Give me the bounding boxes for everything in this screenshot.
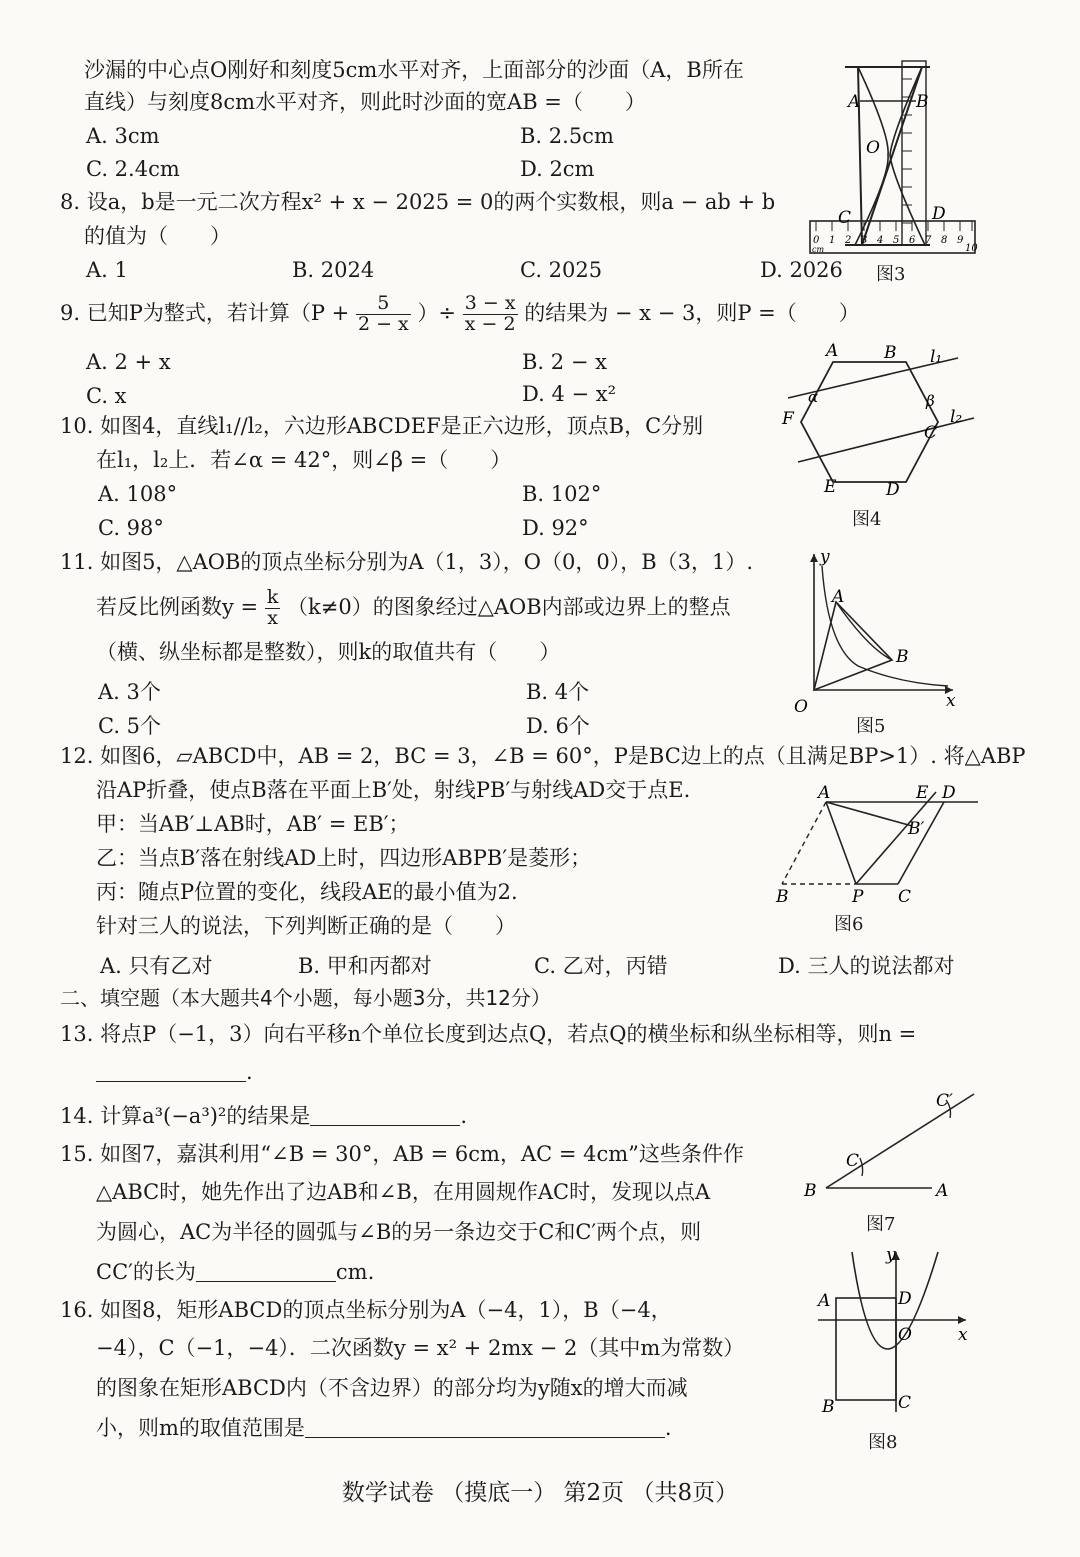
fig7-a: A — [936, 1181, 949, 1198]
fig5-y: y — [820, 548, 830, 567]
figure-7-construction — [798, 1088, 983, 1198]
fig8-d: D — [898, 1289, 912, 1309]
figure-7-caption: 图7 — [866, 1214, 896, 1235]
ruler-tick-8: 8 — [941, 235, 948, 246]
q8-line1: 8. 设a，b是一元二次方程x² + x − 2025 = 0的两个实数根，则a − ab + b — [60, 190, 776, 214]
q12-option-b: B. 甲和丙都对 — [298, 954, 432, 978]
q11-frac-num: k — [266, 586, 279, 608]
ruler-tick-9: 9 — [957, 235, 964, 246]
q10-line2: 在l₁，l₂上．若∠α = 42°，则∠β =（ ） — [96, 448, 512, 472]
q12-line2: 沿AP折叠，使点B落在平面上B′处，射线PB′与射线AD交于点E. — [96, 778, 691, 802]
q8-option-b: B. 2024 — [292, 258, 375, 282]
q16-line4-pre: 小，则m的取值范围是 — [96, 1416, 305, 1440]
fig8-x: x — [958, 1325, 968, 1345]
fig6-e: E — [916, 783, 929, 803]
q16-line4 — [96, 1416, 672, 1441]
fig4-label-e: E — [824, 477, 837, 497]
ruler-tick-1: 1 — [829, 235, 836, 246]
q15-line1: 15. 如图7，嘉淇利用“∠B = 30°，AB = 6cm，AC = 4cm”这些条件作 — [60, 1142, 744, 1166]
fig4-label-f: F — [782, 409, 794, 429]
ruler-tick-4: 4 — [877, 235, 884, 246]
page-footer: 数学试卷 （摸底一） 第2页 （共8页） — [341, 1480, 739, 1506]
q9-stem — [60, 294, 860, 335]
q9-mid: ）÷ — [417, 300, 457, 325]
q11-fraction — [265, 588, 281, 629]
q7-line2: 直线）与刻度8cm水平对齐，则此时沙面的宽AB =（ ） — [84, 90, 646, 114]
q14-end: . — [460, 1104, 468, 1128]
q14-text: 14. 计算a³(−a³)²的结果是 — [60, 1104, 311, 1128]
q11-option-a: A. 3个 — [98, 680, 161, 704]
q11-line2-pre: 若反比例函数y = — [96, 594, 259, 619]
figure-8-caption: 图8 — [868, 1432, 898, 1453]
ruler-tick-7: 7 — [925, 235, 932, 246]
fig6-a: A — [818, 783, 831, 803]
q13-answer — [96, 1060, 253, 1085]
q10-line1: 10. 如图4，直线l₁//l₂，六边形ABCDEF是正六边形，顶点B，C分别 — [60, 414, 704, 438]
q10-option-b: B. 102° — [522, 482, 602, 506]
figure-3-hourglass — [800, 55, 985, 260]
q11-line3: （横、纵坐标都是整数），则k的取值共有（ ） — [96, 640, 561, 664]
ruler-tick-2: 2 — [845, 235, 852, 246]
q8-option-a: A. 1 — [86, 258, 128, 282]
fig4-l1: l₁ — [930, 347, 943, 367]
q7-line1: 沙漏的中心点O刚好和刻度5cm水平对齐，上面部分的沙面（A，B所在 — [84, 58, 744, 82]
q11-option-d: D. 6个 — [526, 714, 590, 738]
q15-blank[interactable] — [196, 1260, 336, 1282]
q9-frac2-num: 3 − x — [464, 292, 516, 314]
figure-3-caption: 图3 — [876, 264, 906, 285]
q12-option-d: D. 三人的说法都对 — [778, 954, 955, 978]
fig7-cprime: C′ — [936, 1091, 953, 1111]
fig8-b: B — [822, 1397, 835, 1416]
figure-5-coordinate — [788, 548, 963, 718]
fig6-bprime: B′ — [908, 819, 925, 839]
fig8-c: C — [898, 1393, 912, 1413]
q7-option-c: C. 2.4cm — [86, 157, 180, 181]
q9-frac1-num: 5 — [356, 294, 411, 315]
q9-option-c: C. x — [86, 384, 127, 408]
figure-6-parallelogram — [768, 782, 983, 907]
q9-frac1-den: 2 − x — [357, 312, 409, 335]
fig5-x: x — [946, 691, 956, 711]
q7-option-d: D. 2cm — [520, 157, 595, 181]
q11-line2 — [96, 588, 731, 629]
fig4-alpha: α — [808, 388, 819, 406]
q9-pre: 9. 已知P为整式，若计算（P + — [60, 300, 350, 325]
fig4-label-c: C — [924, 423, 938, 443]
ruler-tick-10: 10 — [965, 243, 978, 254]
q9-option-a: A. 2 + x — [86, 350, 171, 374]
section-2-title: 二、填空题（本大题共4个小题，每小题3分，共12分） — [60, 986, 551, 1010]
fig4-beta: β — [926, 392, 935, 410]
q10-option-a: A. 108° — [98, 482, 178, 506]
fig8-a: A — [818, 1291, 831, 1311]
q11-option-c: C. 5个 — [98, 714, 162, 738]
q8-option-c: C. 2025 — [520, 258, 603, 282]
figure-8-parabola — [810, 1246, 980, 1416]
fig5-a: A — [832, 587, 845, 607]
fig3-label-o: O — [866, 138, 880, 158]
fig6-p: P — [852, 887, 864, 907]
q16-line3: 的图象在矩形ABCD内（不含边界）的部分均为y随x的增大而减 — [96, 1376, 688, 1400]
q16-line1: 16. 如图8，矩形ABCD的顶点坐标分别为A（−4，1），B（−4， — [60, 1298, 672, 1322]
q11-line2-post: （k≠0）的图象经过△AOB内部或边界上的整点 — [287, 594, 731, 619]
fig3-label-c: C — [838, 208, 852, 228]
ruler-tick-3: 3 — [861, 235, 868, 246]
fig3-label-d: D — [932, 204, 946, 224]
q10-option-c: C. 98° — [98, 516, 164, 540]
q14-line — [60, 1104, 467, 1129]
ruler-tick-5: 5 — [893, 235, 900, 246]
ruler-unit: cm — [812, 245, 825, 254]
fig4-label-a: A — [826, 341, 839, 361]
q9-option-d: D. 4 − x² — [522, 382, 617, 406]
q12-line3: 甲：当AB′⊥AB时，AB′ = EB′； — [96, 812, 410, 836]
q16-end: . — [664, 1416, 672, 1440]
fig3-label-a: A — [848, 92, 861, 112]
q12-option-c: C. 乙对，丙错 — [534, 954, 668, 978]
fig4-label-d: D — [886, 480, 900, 500]
q9-post: 的结果为 − x − 3，则P =（ ） — [524, 300, 860, 325]
fig6-b: B — [776, 887, 789, 907]
fig8-y: y — [886, 1246, 896, 1265]
q11-frac-den: x — [267, 606, 278, 629]
q11-option-b: B. 4个 — [526, 680, 590, 704]
q7-option-b: B. 2.5cm — [520, 124, 614, 148]
fig8-o: O — [898, 1325, 912, 1345]
q13-end: . — [246, 1060, 253, 1084]
q9-frac2-den: x − 2 — [464, 312, 516, 335]
fig3-label-b: B — [916, 92, 929, 112]
figure-5-caption: 图5 — [856, 716, 886, 737]
q11-line1: 11. 如图5，△AOB的顶点坐标分别为A（1，3），O（0，0），B（3，1）. — [60, 550, 754, 574]
q12-line6: 针对三人的说法，下列判断正确的是（ ） — [96, 914, 516, 938]
q16-line2: −4），C（−1，−4）．二次函数y = x² + 2mx − 2（其中m为常数） — [96, 1336, 745, 1360]
q8-option-d: D. 2026 — [760, 258, 843, 282]
q13-line1: 13. 将点P（−1，3）向右平移n个单位长度到达点Q，若点Q的横坐标和纵坐标相等，则n = — [60, 1022, 917, 1046]
q15-line2: △ABC时，她先作出了边AB和∠B，在用圆规作AC时，发现以点A — [96, 1180, 711, 1204]
q12-line5: 丙：随点P位置的变化，线段AE的最小值为2. — [96, 880, 518, 904]
q16-blank[interactable] — [305, 1416, 665, 1438]
q15-line4-post: cm. — [335, 1260, 375, 1284]
figure-4-hexagon — [778, 340, 978, 510]
q10-option-d: D. 92° — [522, 516, 589, 540]
q15-line3: 为圆心，AC为半径的圆弧与∠B的另一条边交于C和C′两个点，则 — [96, 1220, 702, 1244]
ruler-tick-0: 0 — [813, 235, 820, 246]
q14-blank[interactable] — [310, 1104, 460, 1126]
q9-fraction-2 — [463, 294, 518, 335]
fig4-label-b: B — [884, 343, 897, 363]
q12-option-a: A. 只有乙对 — [100, 954, 213, 978]
q12-line1: 12. 如图6，▱ABCD中，AB = 2，BC = 3，∠B = 60°，P是BC边上的点（且满足BP>1）. 将△ABP — [60, 744, 1026, 768]
figure-6-caption: 图6 — [834, 914, 864, 935]
fig7-b: B — [804, 1181, 817, 1198]
q13-blank[interactable] — [96, 1060, 246, 1082]
fig4-l2: l₂ — [950, 407, 963, 427]
fig6-d: D — [942, 783, 956, 803]
q12-line4: 乙：当点B′落在射线AD上时，四边形ABPB′是菱形； — [96, 846, 592, 870]
q15-line4 — [96, 1260, 374, 1285]
q9-fraction-1 — [356, 294, 411, 335]
figure-4-caption: 图4 — [852, 509, 882, 530]
q15-line4-pre: CC′的长为 — [96, 1260, 196, 1284]
fig5-b: B — [896, 647, 909, 667]
q9-option-b: B. 2 − x — [522, 350, 607, 374]
fig7-c: C — [846, 1151, 860, 1171]
ruler-tick-6: 6 — [909, 235, 916, 246]
q7-option-a: A. 3cm — [86, 124, 160, 148]
fig6-c: C — [898, 887, 912, 907]
q8-line2: 的值为（ ） — [84, 224, 231, 248]
fig5-o: O — [794, 697, 808, 717]
